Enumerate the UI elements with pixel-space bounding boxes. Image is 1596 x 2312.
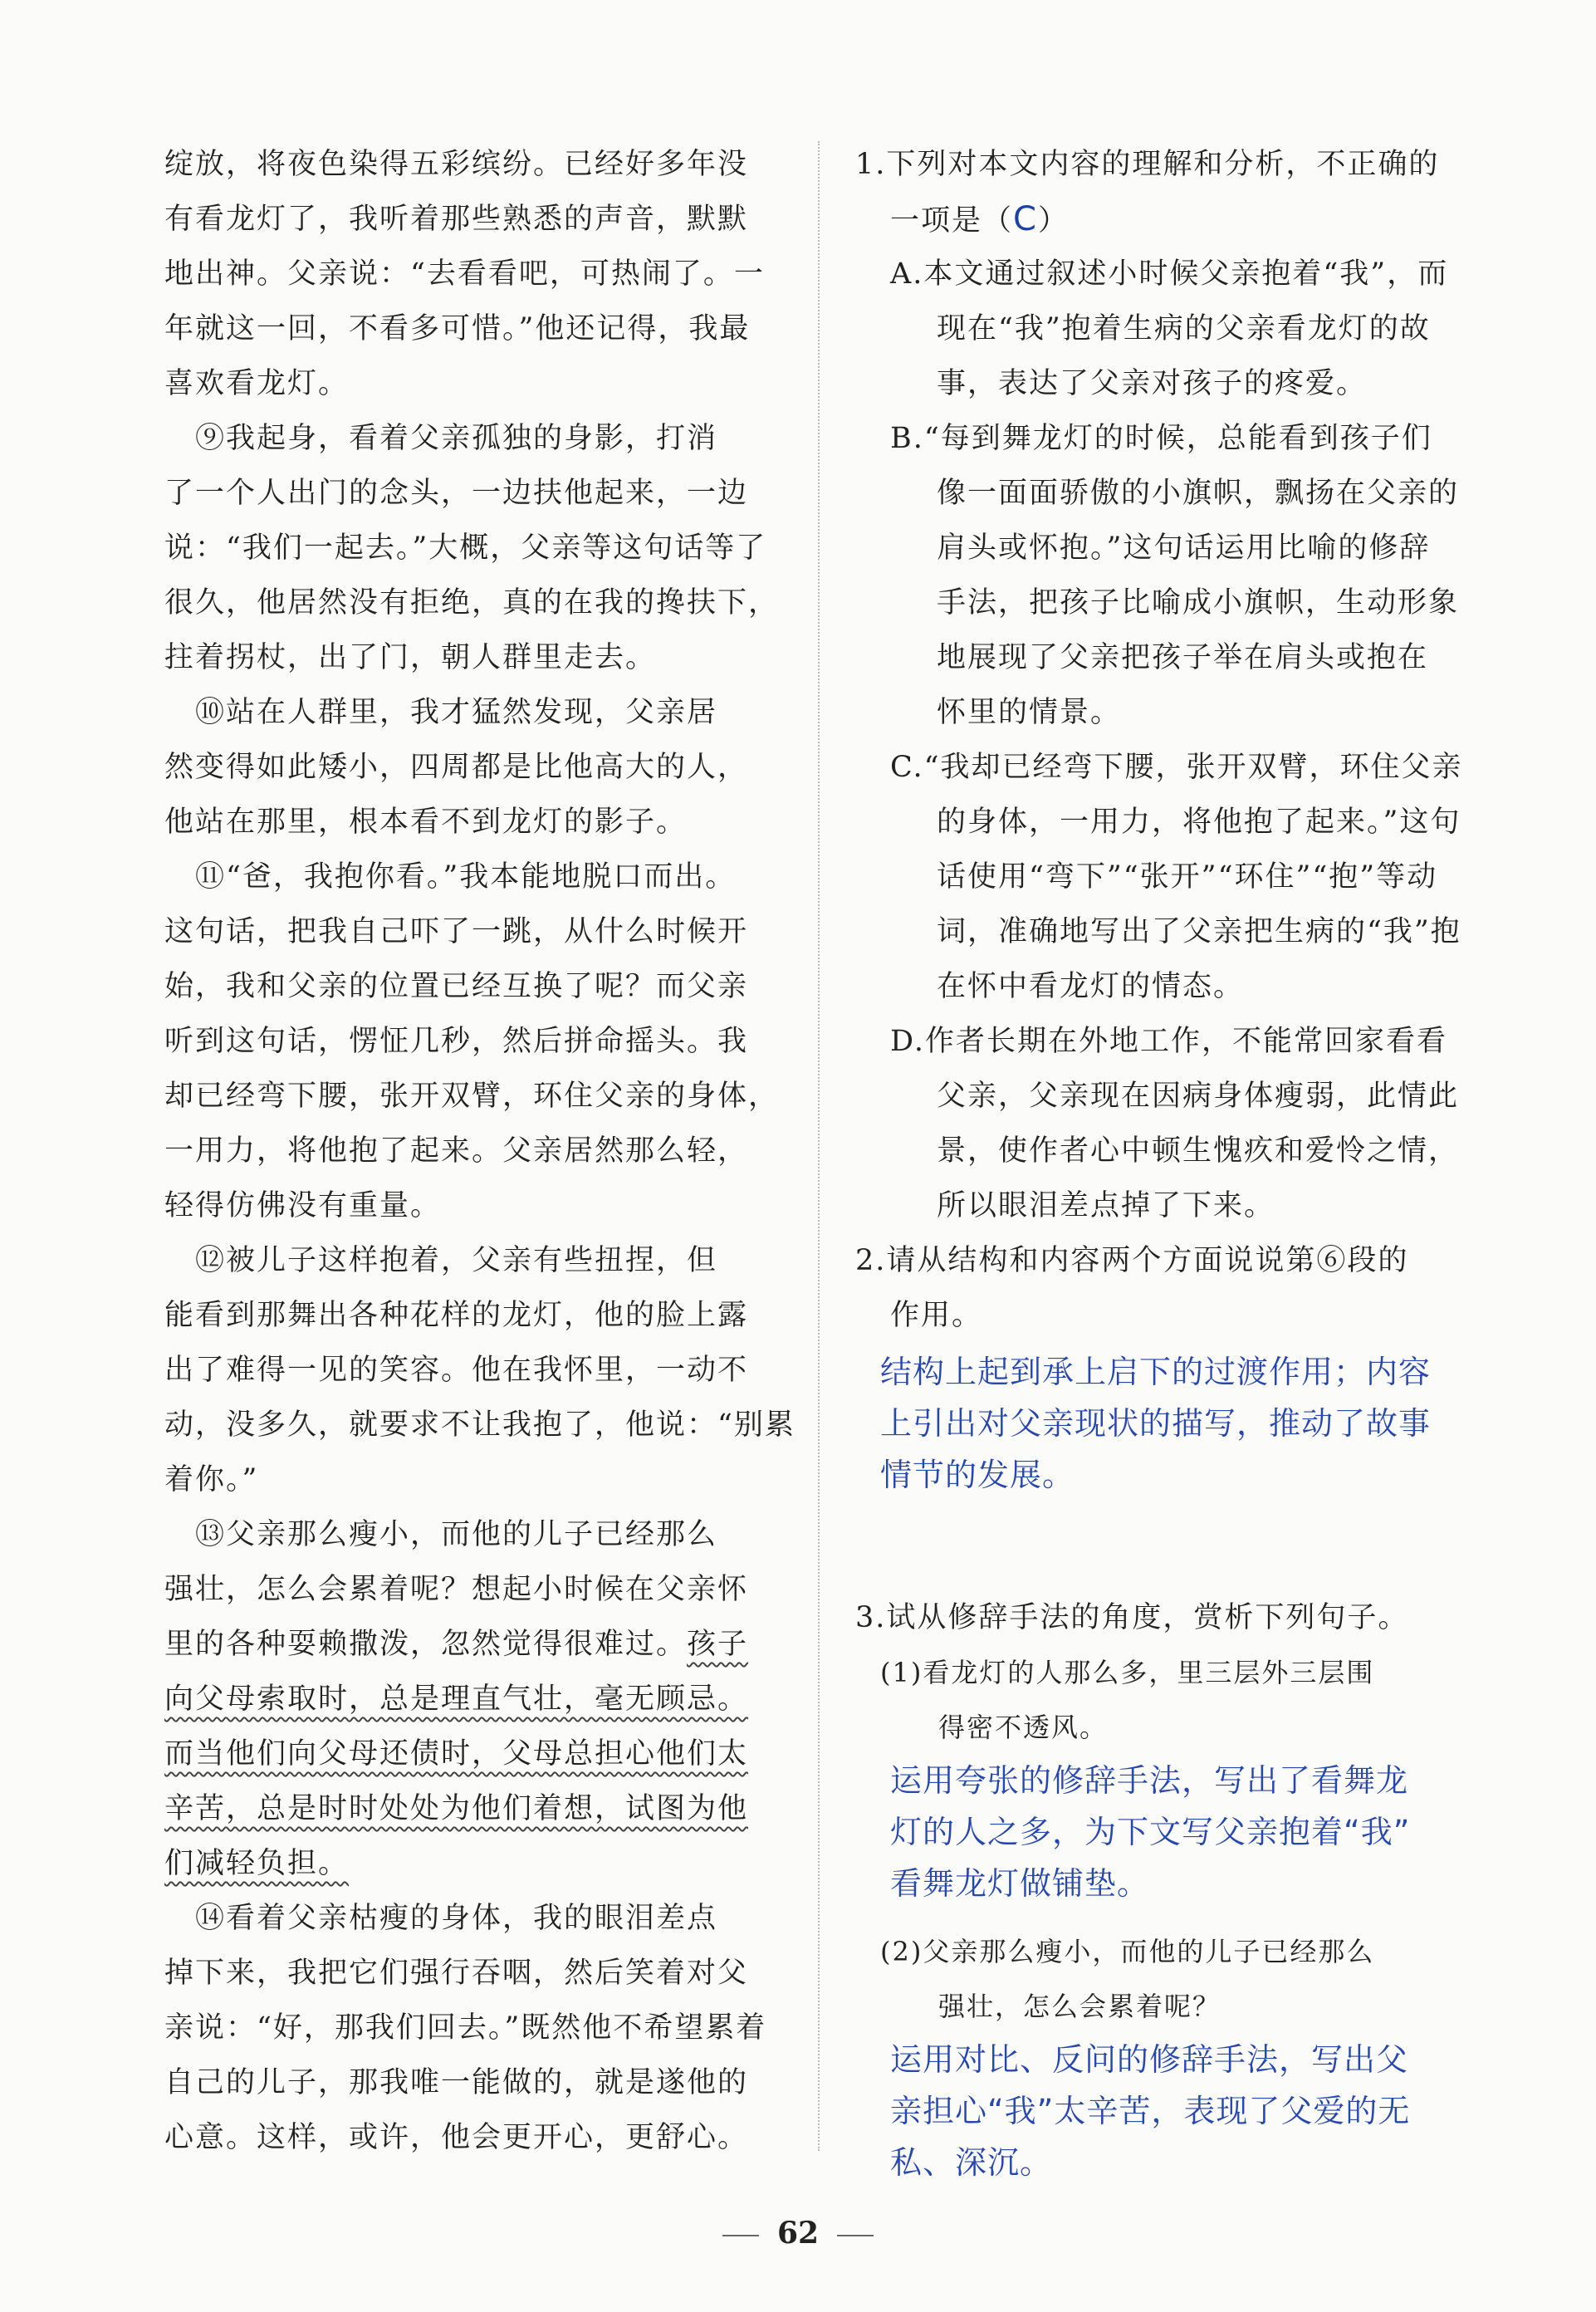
question-stem-cont: 作用。 (890, 1299, 983, 1332)
passage-line (164, 1672, 796, 1727)
passage-line: 出了难得一见的笑容。他在我怀里，一动不 (164, 1354, 749, 1387)
option-c-line: 在怀中看龙灯的情态。 (937, 970, 1245, 1003)
passage-line: 始，我和父亲的位置已经互换了呢？而父亲 (164, 970, 749, 1003)
handwritten-answer: 看舞龙灯做铺垫。 (890, 1865, 1150, 1902)
underlined-sentence: 辛苦，总是时时处处为他们着想，试图为他 (164, 1792, 749, 1825)
handwritten-answer: 运用夸张的修辞手法，写出了看舞龙 (890, 1762, 1409, 1799)
underlined-sentence: 们减轻负担。 (164, 1847, 350, 1880)
question-stem: 2.请从结构和内容两个方面说说第⑥段的 (855, 1244, 1409, 1277)
passage-line: 自己的儿子，那我唯一能做的，就是遂他的 (164, 2066, 749, 2099)
option-b-line: 手法，把孩子比喻成小旗帜，生动形象 (937, 586, 1460, 620)
question-stem-cont: 一项是（C） (890, 200, 1069, 238)
passage-line: ⑭看着父亲枯瘦的身体，我的眼泪差点 (164, 1902, 718, 1935)
option-a-line: 事，表达了父亲对孩子的疼爱。 (937, 367, 1368, 400)
option-d: D.作者长期在外地工作，不能常回家看看 (890, 1025, 1447, 1058)
passage-line: ⑬父亲那么瘦小，而他的儿子已经那么 (164, 1518, 718, 1551)
passage-line: 轻得仿佛没有重量。 (164, 1189, 442, 1222)
passage-line: 听到这句话，愣怔几秒，然后拼命摇头。我 (164, 1025, 749, 1058)
option-d-line: 所以眼泪差点掉了下来。 (937, 1189, 1275, 1222)
passage-line: 掉下来，我把它们强行吞咽，然后笑着对父 (164, 1957, 749, 1990)
dash-right (837, 2235, 874, 2236)
passage-line: ⑫被儿子这样抱着，父亲有些扭捏，但 (164, 1244, 718, 1277)
passage-line (164, 1836, 796, 1891)
passage-line: 亲说：“好，那我们回去。”既然他不希望累着 (164, 2011, 767, 2045)
handwritten-answer: 情节的发展。 (880, 1457, 1075, 1493)
option-d-line: 父亲，父亲现在因病身体瘦弱，此情此 (937, 1080, 1460, 1113)
option-c-line: 的身体，一用力，将他抱了起来。”这句 (937, 806, 1461, 839)
passage-line: 强壮，怎么会累着呢？想起小时候在父亲怀 (164, 1573, 749, 1606)
option-b-line: 地展现了父亲把孩子举在肩头或抱在 (937, 641, 1429, 674)
option-a: A.本文通过叙述小时候父亲抱着“我”，而 (890, 257, 1449, 291)
sub-question-2: (2)父亲那么瘦小，而他的儿子已经那么 (880, 1936, 1375, 1967)
question-1 (855, 137, 1486, 1233)
passage-line: 了一个人出门的念头，一边扶他起来，一边 (164, 477, 749, 510)
passage-line: 能看到那舞出各种花样的龙灯，他的脸上露 (164, 1299, 749, 1332)
option-c-line: 词，准确地写出了父亲把生病的“我”抱 (937, 915, 1461, 948)
question-3 (855, 1590, 1486, 2188)
passage-line: 然变得如此矮小，四周都是比他高大的人， (164, 751, 749, 784)
option-b-line: 像一面面骄傲的小旗帜，飘扬在父亲的 (937, 477, 1460, 510)
passage-line: 里的各种耍赖撒泼，忽然觉得很难过。孩子 (164, 1628, 749, 1661)
sub-question-1: (1)看龙灯的人那么多，里三层外三层围 (880, 1657, 1375, 1688)
option-d-line: 景，使作者心中顿生愧疚和爱怜之情， (937, 1134, 1460, 1168)
passage-line: 一用力，将他抱了起来。父亲居然那么轻， (164, 1134, 749, 1168)
passage-line: ⑩站在人群里，我才猛然发现，父亲居 (164, 696, 718, 729)
passage-line: 说：“我们一起去。”大概，父亲等这句话等了 (164, 531, 767, 565)
underlined-sentence: 向父母索取时，总是理直气壮，毫无顾忌。 (164, 1683, 749, 1716)
passage-line: 地出神。父亲说：“去看看吧，可热闹了。一 (164, 257, 765, 291)
sub-question-1-cont: 得密不透风。 (938, 1712, 1109, 1743)
passage-line: 年就这一回，不看多可惜。”他还记得，我最 (164, 312, 751, 345)
handwritten-answer: 结构上起到承上启下的过渡作用；内容 (880, 1354, 1432, 1390)
passage-line: 却已经弯下腰，张开双臂，环住父亲的身体， (164, 1080, 780, 1113)
passage-line: 有看龙灯了，我听着那些熟悉的声音，默默 (164, 203, 749, 236)
passage-line: 他站在那里，根本看不到龙灯的影子。 (164, 806, 688, 839)
question-stem: 1.下列对本文内容的理解和分析，不正确的 (855, 148, 1440, 181)
passage-line: 拄着拐杖，出了门，朝人群里走去。 (164, 641, 657, 674)
passage-line: ⑨我起身，看着父亲孤独的身影，打消 (164, 422, 718, 455)
handwritten-answer: 运用对比、反问的修辞手法，写出父 (890, 2041, 1409, 2078)
passage-line: ⑪“爸，我抱你看。”我本能地脱口而出。 (164, 860, 737, 894)
passage-line: 很久，他居然没有拒绝，真的在我的搀扶下， (164, 586, 780, 620)
questions-column (855, 137, 1486, 2188)
passage-line: 着你。” (164, 1463, 259, 1496)
passage-line: 绽放，将夜色染得五彩缤纷。已经好多年没 (164, 148, 749, 181)
underlined-sentence: 孩子 (687, 1628, 749, 1661)
passage-line: 动，没多久，就要求不让我抱了，他说：“别累 (164, 1408, 796, 1442)
passage-line: 心意。这样，或许，他会更开心，更舒心。 (164, 2121, 749, 2154)
underlined-sentence: 而当他们向父母还债时，父母总担心他们太 (164, 1737, 749, 1771)
question-2 (855, 1233, 1486, 1501)
option-b-line: 肩头或怀抱。”这句话运用比喻的修辞 (937, 531, 1431, 565)
dash-left (722, 2235, 759, 2236)
passage-line: 喜欢看龙灯。 (164, 367, 350, 400)
handwritten-answer: 上引出对父亲现状的描写，推动了故事 (880, 1405, 1432, 1442)
handwritten-answer: 亲担心“我”太辛苦，表现了父爱的无 (890, 2093, 1411, 2129)
passage-line: 这句话，把我自己吓了一跳，从什么时候开 (164, 915, 749, 948)
page-number: 62 (0, 2216, 1596, 2251)
option-c-line: 话使用“弯下”“张开”“环住”“抱”等动 (937, 860, 1438, 894)
passage-line (164, 1781, 796, 1836)
reading-passage (164, 137, 796, 2165)
question-stem: 3.试从修辞手法的角度，赏析下列句子。 (855, 1601, 1409, 1634)
option-b: B.“每到舞龙灯的时候，总能看到孩子们 (890, 422, 1432, 455)
option-a-line: 现在“我”抱着生病的父亲看龙灯的故 (937, 312, 1431, 345)
sub-question-2-cont: 强壮，怎么会累着呢？ (938, 1991, 1221, 2022)
answer-choice: C (1013, 200, 1038, 238)
column-divider (818, 141, 820, 2151)
option-c: C.“我却已经弯下腰，张开双臂，环住父亲 (890, 751, 1463, 784)
handwritten-answer: 灯的人之多，为下文写父亲抱着“我” (890, 1814, 1411, 1850)
option-b-line: 怀里的情景。 (937, 696, 1122, 729)
handwritten-answer: 私、深沉。 (890, 2144, 1053, 2181)
passage-line (164, 1727, 796, 1781)
